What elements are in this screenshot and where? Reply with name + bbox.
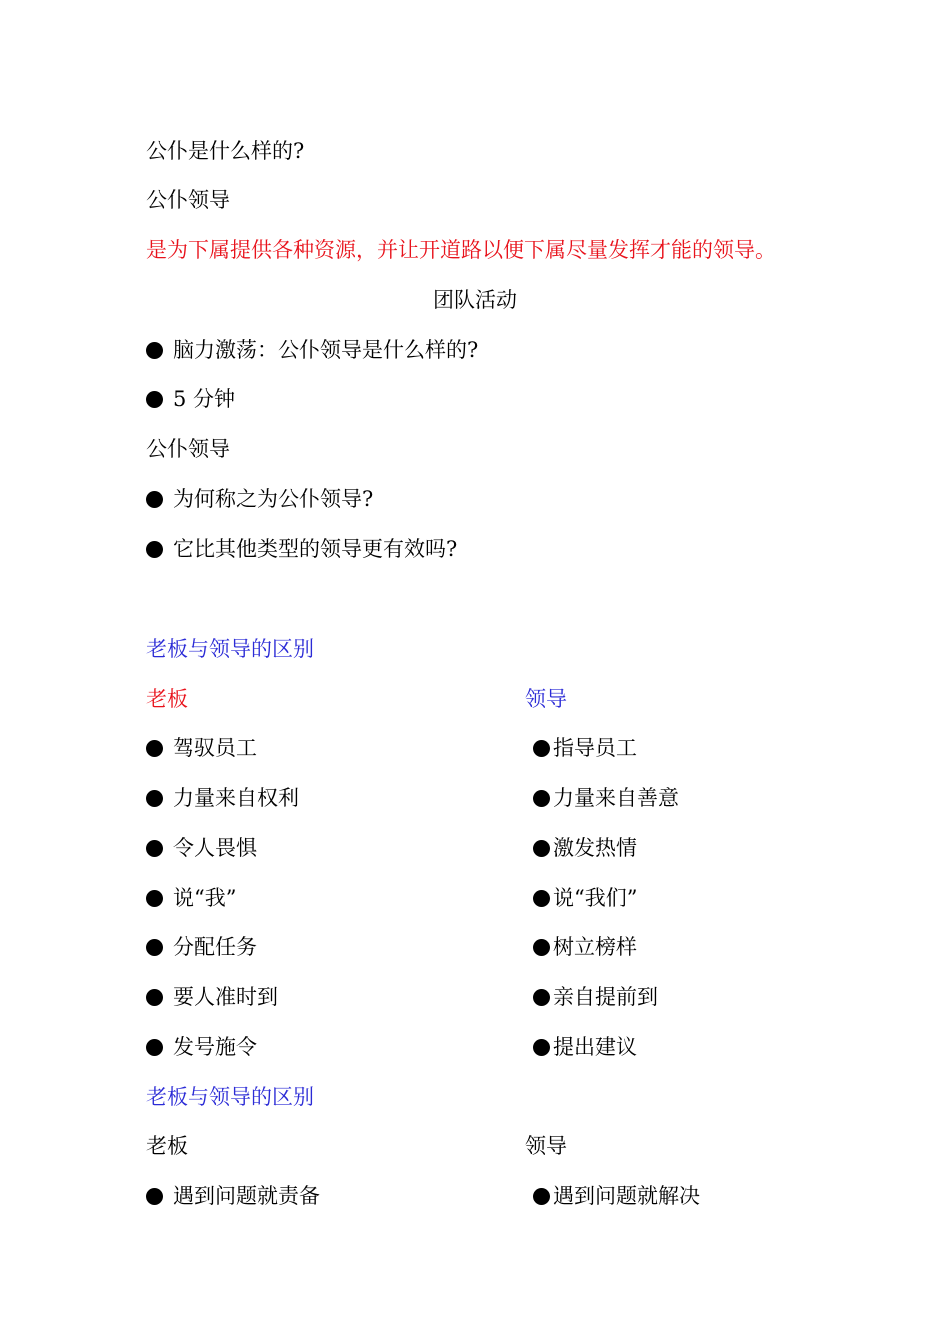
bullet-icon: [146, 840, 163, 857]
leader-bullet: [525, 982, 658, 1012]
boss-bullet: [146, 833, 257, 863]
boss-bullet: [146, 783, 299, 813]
intro-definition: 是为下属提供各种资源，并让开道路以便下属尽量发挥才能的领导。: [146, 238, 776, 262]
bullet-text: 力量来自善意: [553, 786, 679, 810]
bullet-text: 遇到问题就责备: [173, 1184, 320, 1208]
bullet-icon: [533, 1188, 550, 1205]
bullet-text: 驾驭员工: [173, 736, 257, 760]
bullet-text: 分配任务: [173, 935, 257, 959]
bullet-text: 它比其他类型的领导更有效吗?: [173, 537, 458, 561]
bullet-icon: [146, 790, 163, 807]
bullet-icon: [533, 790, 550, 807]
bullet-text: 说“我们”: [553, 886, 638, 910]
leader-bullet: [525, 783, 679, 813]
bullet-icon: [146, 391, 163, 408]
boss-bullet: [146, 932, 257, 962]
intro-question: 公仆是什么样的?: [146, 139, 305, 163]
boss-bullet: [146, 883, 236, 913]
bullet-text: 令人畏惧: [173, 836, 257, 860]
leader-bullet: [525, 932, 637, 962]
bullet-text: 遇到问题就解决: [553, 1184, 700, 1208]
discussion-term: 公仆领导: [146, 437, 230, 461]
leader-bullet: [525, 733, 637, 763]
bullet-icon: [533, 740, 550, 757]
bullet-icon: [146, 541, 163, 558]
intro-term: 公仆领导: [146, 188, 230, 212]
bullet-icon: [146, 342, 163, 359]
bullet-icon: [533, 1039, 550, 1056]
bullet-text: 树立榜样: [553, 935, 637, 959]
bullet-icon: [146, 491, 163, 508]
leader-bullet: [525, 883, 637, 913]
activity-bullet: [146, 384, 235, 414]
boss-bullet: [146, 1181, 320, 1211]
bullet-icon: [146, 740, 163, 757]
boss-bullet: [146, 1032, 257, 1062]
bullet-text: 为何称之为公仆领导?: [173, 487, 374, 511]
leader-bullet: [525, 1181, 700, 1211]
bullet-icon: [533, 939, 550, 956]
bullet-text: 5 分钟: [173, 387, 236, 411]
comparison1-boss-header: 老板: [146, 687, 188, 711]
comparison1-title: 老板与领导的区别: [146, 637, 314, 661]
leader-bullet: [525, 1032, 637, 1062]
boss-bullet: [146, 733, 257, 763]
bullet-text: 激发热情: [553, 836, 637, 860]
bullet-text: 亲自提前到: [553, 985, 658, 1009]
bullet-text: 脑力激荡：公仆领导是什么样的?: [173, 338, 479, 362]
bullet-icon: [533, 840, 550, 857]
leader-bullet: [525, 833, 637, 863]
bullet-text: 说“我”: [173, 886, 237, 910]
comparison2-boss-header: 老板: [146, 1134, 188, 1158]
comparison2-title: 老板与领导的区别: [146, 1085, 314, 1109]
discussion-bullet: [146, 484, 373, 514]
bullet-icon: [533, 989, 550, 1006]
comparison2-leader-header: 领导: [525, 1134, 567, 1158]
bullet-text: 提出建议: [553, 1035, 637, 1059]
bullet-text: 力量来自权利: [173, 786, 299, 810]
activity-bullet: [146, 335, 478, 365]
comparison1-leader-header: 领导: [525, 687, 567, 711]
bullet-text: 指导员工: [553, 736, 637, 760]
bullet-icon: [146, 939, 163, 956]
bullet-icon: [146, 989, 163, 1006]
activity-title: 团队活动: [433, 288, 517, 312]
bullet-text: 要人准时到: [173, 985, 278, 1009]
bullet-icon: [146, 1188, 163, 1205]
bullet-icon: [533, 890, 550, 907]
bullet-icon: [146, 1039, 163, 1056]
discussion-bullet: [146, 534, 457, 564]
bullet-text: 发号施令: [173, 1035, 257, 1059]
boss-bullet: [146, 982, 278, 1012]
bullet-icon: [146, 890, 163, 907]
